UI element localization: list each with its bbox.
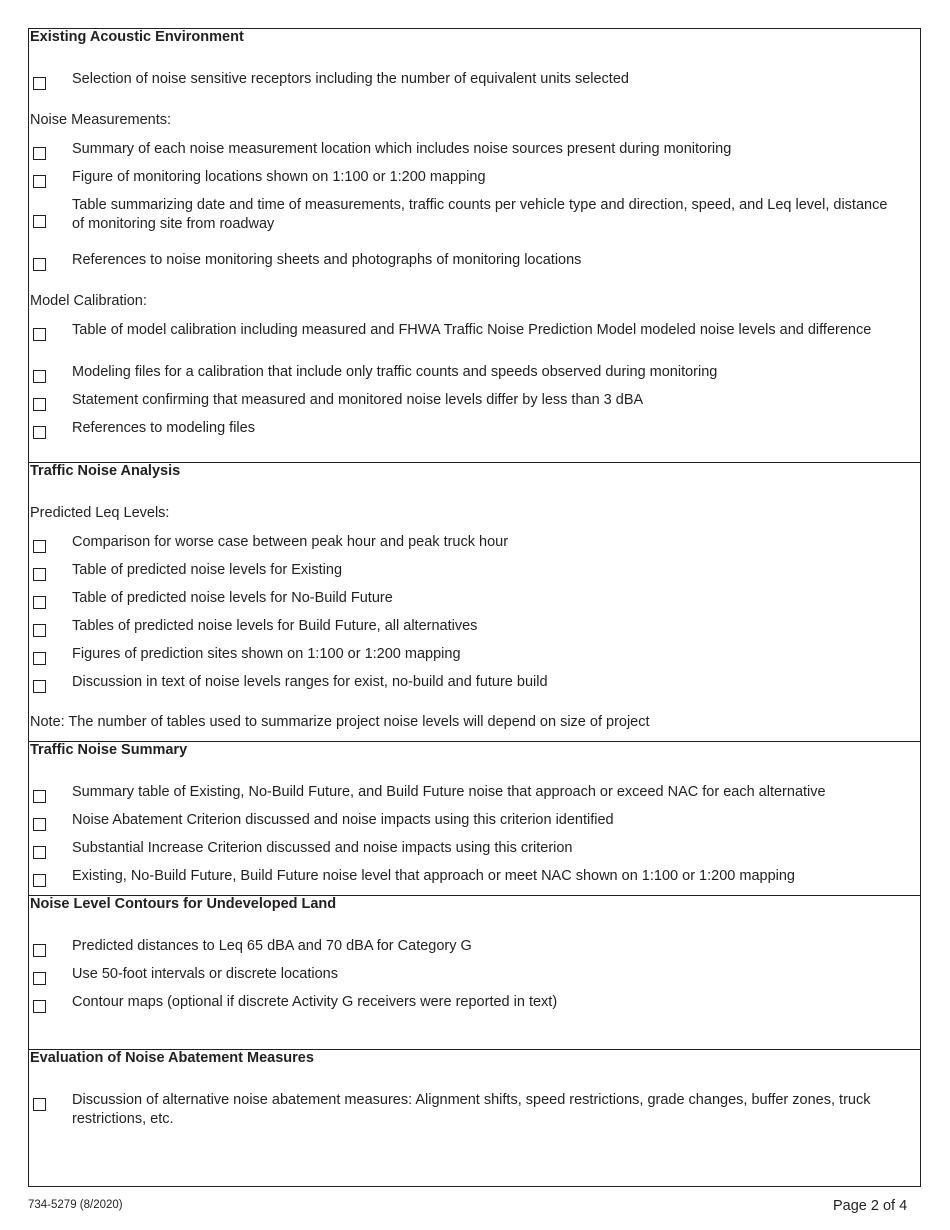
checkbox[interactable] bbox=[33, 258, 46, 271]
checklist-item: Existing, No-Build Future, Build Future noise level that approach or meet NAC shown on 1:100 or 1:200 mapping bbox=[72, 868, 795, 884]
checkbox[interactable] bbox=[33, 790, 46, 803]
checkbox[interactable] bbox=[33, 874, 46, 887]
checklist-form bbox=[28, 28, 921, 1187]
checkbox[interactable] bbox=[33, 77, 46, 90]
checkbox[interactable] bbox=[33, 624, 46, 637]
section-heading: Noise Level Contours for Undeveloped Land bbox=[30, 896, 337, 912]
checklist-item: Figure of monitoring locations shown on 1:100 or 1:200 mapping bbox=[72, 169, 486, 185]
checklist-item: Figures of prediction sites shown on 1:100 or 1:200 mapping bbox=[72, 646, 461, 662]
checkbox[interactable] bbox=[33, 328, 46, 341]
checklist-item: Selection of noise sensitive receptors including the number of equivalent units selected bbox=[72, 71, 629, 87]
checklist-item: References to noise monitoring sheets and photographs of monitoring locations bbox=[72, 252, 582, 268]
checklist-item: References to modeling files bbox=[72, 420, 255, 436]
checkbox[interactable] bbox=[33, 568, 46, 581]
section-heading: Existing Acoustic Environment bbox=[30, 29, 244, 45]
checklist-item: Statement confirming that measured and monitored noise levels differ by less than 3 dBA bbox=[72, 392, 644, 408]
checklist-item: Modeling files for a calibration that include only traffic counts and speeds observed during monitoring bbox=[72, 364, 718, 380]
section-noise-abatement-measures bbox=[29, 1049, 920, 1187]
checkbox[interactable] bbox=[33, 652, 46, 665]
note-text: Note: The number of tables used to summarize project noise levels will depend on size of project bbox=[30, 714, 650, 730]
checklist-item: Table of model calibration including measured and FHWA Traffic Noise Prediction Model modeled noise levels and difference bbox=[72, 322, 872, 338]
section-heading: Traffic Noise Summary bbox=[30, 742, 188, 758]
checkbox[interactable] bbox=[33, 1098, 46, 1111]
subsection-label: Predicted Leq Levels: bbox=[30, 505, 170, 521]
checkbox[interactable] bbox=[33, 846, 46, 859]
section-heading: Evaluation of Noise Abatement Measures bbox=[30, 1050, 314, 1066]
section-traffic-noise-summary bbox=[29, 741, 920, 895]
checklist-item: Discussion in text of noise levels ranges for exist, no-build and future build bbox=[72, 674, 548, 690]
checkbox[interactable] bbox=[33, 540, 46, 553]
checkbox[interactable] bbox=[33, 596, 46, 609]
checkbox[interactable] bbox=[33, 426, 46, 439]
checklist-item: Table of predicted noise levels for Existing bbox=[72, 562, 343, 578]
checklist-item: Predicted distances to Leq 65 dBA and 70 dBA for Category G bbox=[72, 938, 472, 954]
checkbox[interactable] bbox=[33, 944, 46, 957]
section-traffic-noise-analysis bbox=[29, 462, 920, 741]
page-number: Page 2 of 4 bbox=[833, 1198, 908, 1214]
checkbox[interactable] bbox=[33, 147, 46, 160]
checklist-item: Table of predicted noise levels for No-Build Future bbox=[72, 590, 393, 606]
checklist-item: Tables of predicted noise levels for Build Future, all alternatives bbox=[72, 618, 478, 634]
subsection-label: Noise Measurements: bbox=[30, 112, 172, 128]
form-number: 734-5279 (8/2020) bbox=[28, 1199, 123, 1211]
checklist-item: Comparison for worse case between peak hour and peak truck hour bbox=[72, 534, 509, 550]
checklist-item: Table summarizing date and time of measurements, traffic counts per vehicle type and direction, speed, and Leq level, distance of monitoring site from roadway bbox=[72, 197, 888, 232]
section-noise-level-contours bbox=[29, 895, 920, 1049]
checkbox[interactable] bbox=[33, 370, 46, 383]
section-heading: Traffic Noise Analysis bbox=[30, 463, 181, 479]
checklist-item: Discussion of alternative noise abatement measures: Alignment shifts, speed restrictions, grade changes, buffer zones, truck restrictions, etc. bbox=[72, 1092, 871, 1127]
checkbox[interactable] bbox=[33, 398, 46, 411]
checklist-item: Summary of each noise measurement location which includes noise sources present during monitoring bbox=[72, 141, 732, 157]
checklist-item: Summary table of Existing, No-Build Future, and Build Future noise that approach or exceed NAC for each alternative bbox=[72, 784, 826, 800]
checklist-item: Use 50-foot intervals or discrete locations bbox=[72, 966, 338, 982]
checklist-item: Substantial Increase Criterion discussed and noise impacts using this criterion bbox=[72, 840, 573, 856]
checkbox[interactable] bbox=[33, 972, 46, 985]
checklist-item: Noise Abatement Criterion discussed and noise impacts using this criterion identified bbox=[72, 812, 614, 828]
checkbox[interactable] bbox=[33, 215, 46, 228]
checkbox[interactable] bbox=[33, 680, 46, 693]
checkbox[interactable] bbox=[33, 818, 46, 831]
checkbox[interactable] bbox=[33, 175, 46, 188]
section-existing-acoustic-environment bbox=[29, 29, 920, 462]
checklist-item: Contour maps (optional if discrete Activity G receivers were reported in text) bbox=[72, 994, 558, 1010]
checkbox[interactable] bbox=[33, 1000, 46, 1013]
subsection-label: Model Calibration: bbox=[30, 293, 147, 309]
